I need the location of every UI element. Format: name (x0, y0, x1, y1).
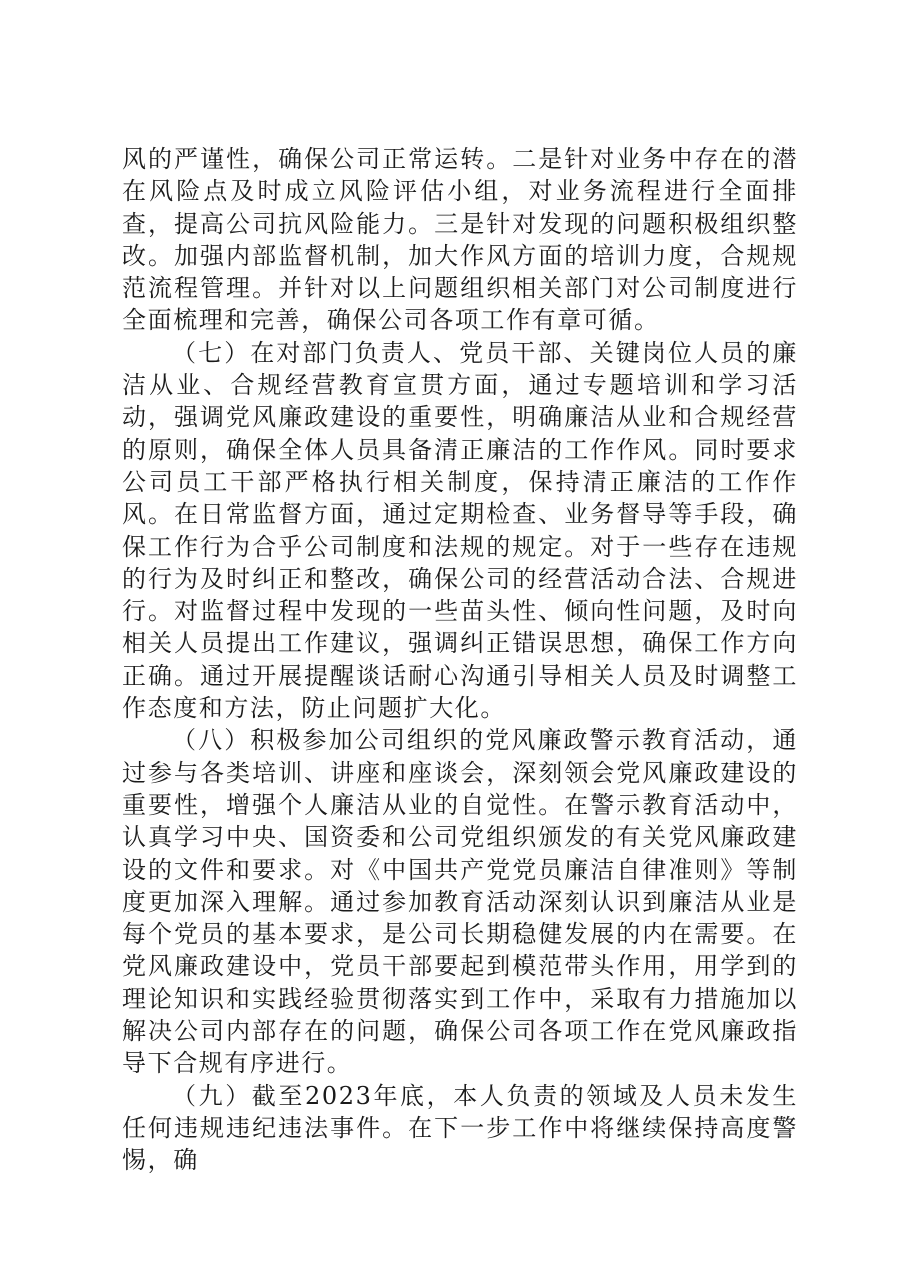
document-body (122, 143, 798, 1177)
paragraph-continuation: 风的严谨性，确保公司正常运转。二是针对业务中存在的潜在风险点及时成立风险评估小组，对业务流程进行全面排查，提高公司抗风险能力。三是针对发现的问题积极组织整改。加强内部监督机制，加大作风方面的培训力度，合规规范流程管理。并针对以上问题组织相关部门对公司制度进行全面梳理和完善，确保公司各项工作有章可循。 (122, 145, 798, 335)
paragraph-section-8: （八）积极参加公司组织的党风廉政警示教育活动，通过参与各类培训、讲座和座谈会，深刻领会党风廉政建设的重要性，增强个人廉洁从业的自觉性。在警示教育活动中，认真学习中央、国资委和公司党组织颁发的有关党风廉政建设的文件和要求。对《中国共产党党员廉洁自律准则》等制度更加深入理解。通过参加教育活动深刻认识到廉洁从业是每个党员的基本要求，是公司长期稳健发展的内在需要。在党风廉政建设中，党员干部要起到模范带头作用，用学到的理论知识和实践经验贯彻落实到工作中，采取有力措施加以解决公司内部存在的问题，确保公司各项工作在党风廉政指导下合规有序进行。 (122, 726, 798, 1078)
paragraph-section-9: （九）截至2023年底，本人负责的领域及人员未发生任何违规违纪违法事件。在下一步工作中将继续保持高度警惕，确 (122, 1081, 798, 1175)
paragraph-section-7: （七）在对部门负责人、党员干部、关键岗位人员的廉洁从业、合规经营教育宣贯方面，通过专题培训和学习活动，强调党风廉政建设的重要性，明确廉洁从业和合规经营的原则，确保全体人员具备清正廉洁的工作作风。同时要求公司员工干部严格执行相关制度，保持清正廉洁的工作作风。在日常监督方面，通过定期检查、业务督导等手段，确保工作行为合乎公司制度和法规的规定。对于一些存在违规的行为及时纠正和整改，确保公司的经营活动合法、合规进行。对监督过程中发现的一些苗头性、倾向性问题，及时向相关人员提出工作建议，强调纠正错误思想，确保工作方向正确。通过开展提醒谈话耐心沟通引导相关人员及时调整工作态度和方法，防止问题扩大化。 (122, 338, 798, 723)
